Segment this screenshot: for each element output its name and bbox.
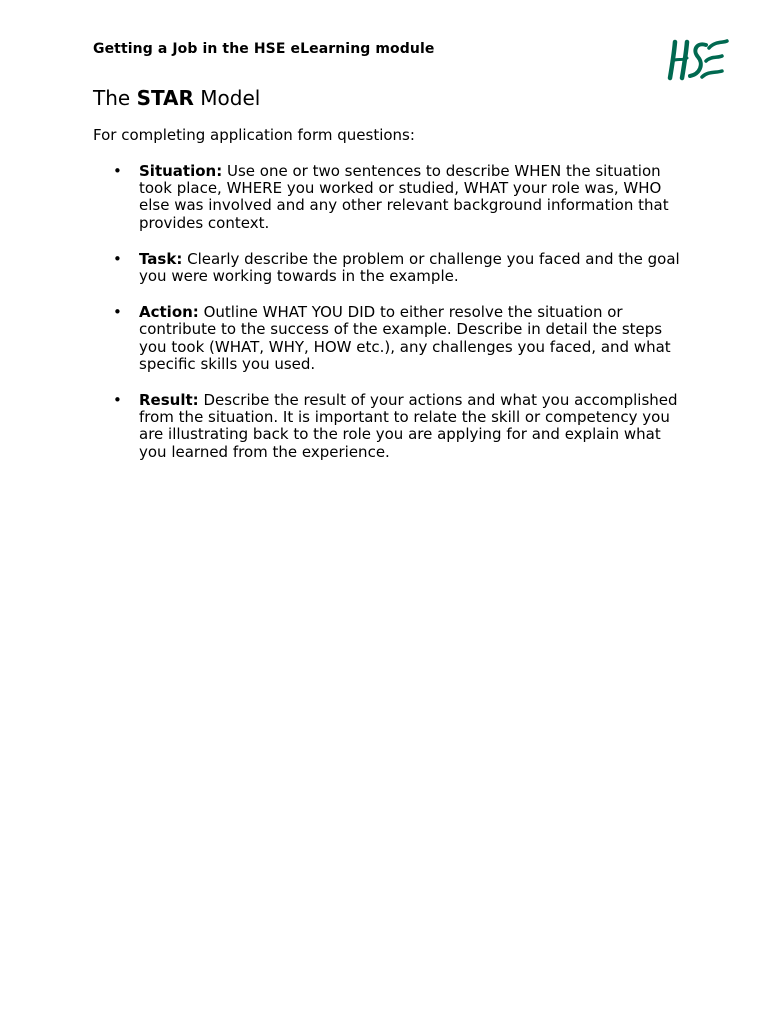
- bullet-icon: •: [113, 303, 122, 322]
- title-emphasis: STAR: [136, 86, 194, 110]
- star-list: [93, 163, 683, 480]
- bullet-icon: •: [113, 162, 122, 180]
- title-prefix: The: [93, 86, 131, 110]
- star-item-task: [93, 251, 683, 285]
- running-header: Getting a Job in the HSE eLearning module: [93, 41, 435, 57]
- star-item-action: [93, 304, 683, 373]
- term-situation: Situation:: [139, 162, 223, 180]
- term-task: Task:: [139, 249, 183, 268]
- desc-action: Outline WHAT YOU DID to either resolve the situation or contribute to the success of the example. Describe in detail the steps you took (WHAT, WHY, HOW etc.), any challenges you faced, and what specific skills you used.: [139, 303, 671, 373]
- star-item-situation: [93, 163, 683, 232]
- term-result: Result:: [139, 391, 199, 410]
- desc-situation: Use one or two sentences to describe WHEN the situation took place, WHERE you worked or studied, WHAT your role was, WHO else was involved and any other relevant background information that provides context.: [139, 162, 669, 232]
- desc-task: Clearly describe the problem or challenge you faced and the goal you were working towards in the example.: [139, 249, 680, 286]
- hse-logo: [666, 36, 730, 84]
- term-action: Action:: [139, 303, 199, 322]
- bullet-icon: •: [113, 249, 122, 268]
- title-suffix: Model: [200, 86, 261, 110]
- desc-result: Describe the result of your actions and what you accomplished from the situation. It is important to relate the skill or competency you are illustrating back to the role you are applying for and explain what you learned from the experience.: [139, 391, 678, 461]
- bullet-icon: •: [113, 391, 122, 410]
- star-item-result: [93, 392, 683, 461]
- page-title: [93, 85, 260, 111]
- intro-text: For completing application form questions:: [93, 126, 415, 144]
